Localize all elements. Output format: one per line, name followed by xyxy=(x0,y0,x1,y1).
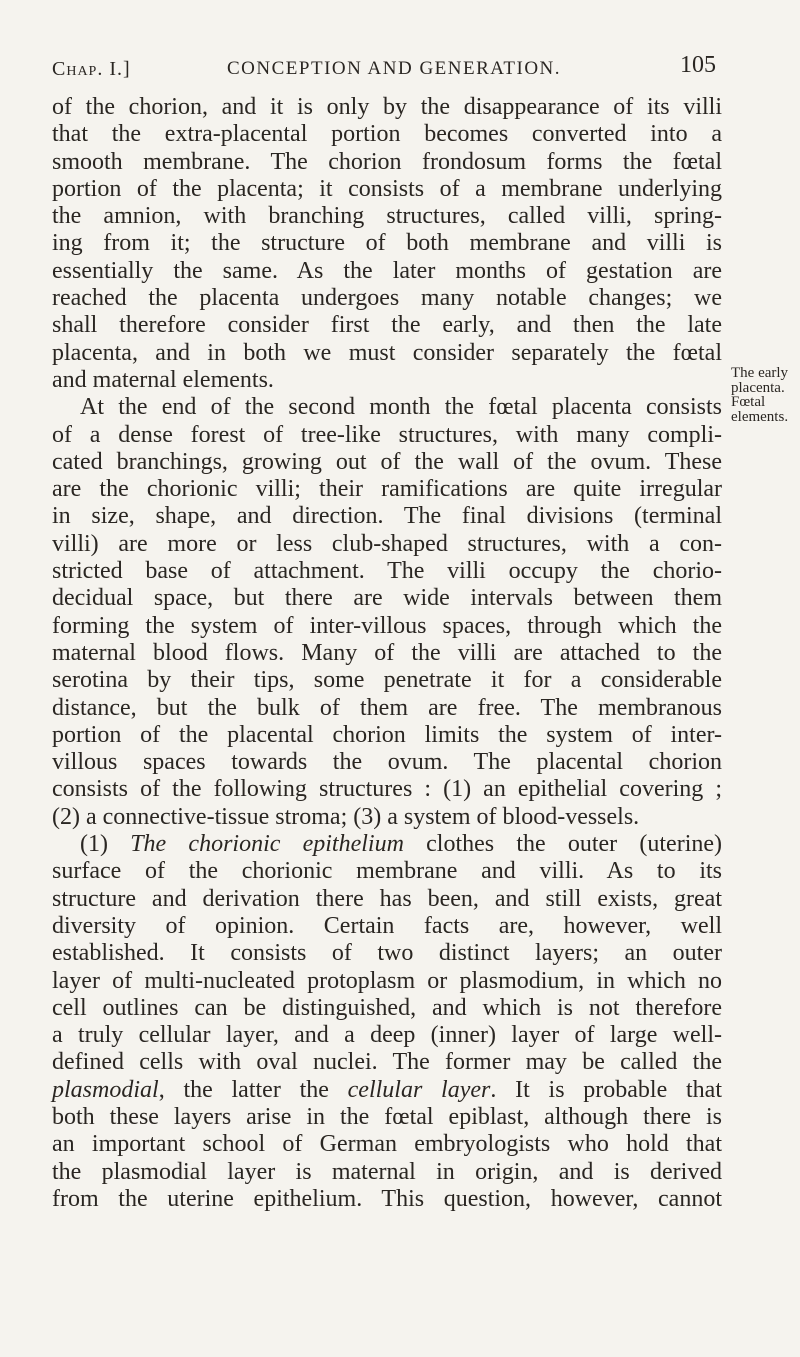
text-line: villous spaces towards the ovum. The placental chorion xyxy=(52,749,722,776)
text-line: and maternal elements. xyxy=(52,366,274,393)
paragraph-start-line: At the end of the second month the fœtal placenta consists xyxy=(80,394,722,421)
text-line: portion of the placenta; it consists of a membrane underlying xyxy=(52,175,722,202)
margin-note-line: The early xyxy=(731,365,789,381)
text-line: defined cells with oval nuclei. The former may be called the xyxy=(52,1049,722,1076)
text-line: surface of the chorionic membrane and villi. As to its xyxy=(52,858,722,885)
text-line: a truly cellular layer, and a deep (inner) layer of large well- xyxy=(52,1022,722,1049)
text-line: smooth membrane. The chorion frondosum forms the fœtal xyxy=(52,148,722,175)
text-line: consists of the following structures : (1) an epithelial covering ; xyxy=(52,776,722,803)
italic-term-plasmodial: plasmodial xyxy=(52,1076,159,1103)
body-text xyxy=(52,94,722,1213)
text-line: layer of multi-nucleated protoplasm or plasmodium, in which no xyxy=(52,967,722,994)
text-line: of a dense forest of tree-like structures, with many compli- xyxy=(52,421,722,448)
text-line: forming the system of inter-villous spaces, through which the xyxy=(52,612,722,639)
text-line: that the extra-placental portion becomes converted into a xyxy=(52,121,722,148)
running-header xyxy=(52,52,716,82)
text-line: in size, shape, and direction. The final divisions (terminal xyxy=(52,503,722,530)
text-line: (2) a connective-tissue stroma; (3) a system of blood-vessels. xyxy=(52,803,640,830)
chapter-label: Chap. I.] xyxy=(52,58,131,80)
text-line: diversity of opinion. Certain facts are, however, well xyxy=(52,912,722,939)
italic-term-cellular-layer: cellular layer xyxy=(347,1076,491,1103)
margin-note-line: elements. xyxy=(731,408,789,425)
text-line: plasmodial, the latter the cellular layer. It is probable that xyxy=(52,1076,722,1103)
text-line: both these layers arise in the fœtal epiblast, although there is xyxy=(52,1103,722,1130)
text-line: ing from it; the structure of both membrane and villi is xyxy=(52,230,722,257)
text-line: reached the placenta undergoes many notable changes; we xyxy=(52,285,722,312)
text-line: cell outlines can be distinguished, and which is not therefore xyxy=(52,994,722,1021)
text-line: cated branchings, growing out of the wall of the ovum. These xyxy=(52,448,722,475)
text-line: an important school of German embryologists who hold that xyxy=(52,1131,722,1158)
text-line: from the uterine epithelium. This question, however, cannot xyxy=(52,1185,722,1212)
text-line: essentially the same. As the later months of gestation are xyxy=(52,257,722,284)
text-line: maternal blood flows. Many of the villi are attached to the xyxy=(52,639,722,666)
text-line: portion of the placental chorion limits the system of inter- xyxy=(52,721,722,748)
text-line: villi) are more or less club-shaped structures, with a con- xyxy=(52,530,722,557)
text-line: established. It consists of two distinct layers; an outer xyxy=(52,940,722,967)
text-line: distance, but the bulk of them are free. The membranous xyxy=(52,694,722,721)
italic-term-chorionic-epithelium: The chorionic epithelium xyxy=(130,831,404,858)
text-line: stricted base of attachment. The villi occupy the chorio- xyxy=(52,558,722,585)
margin-note-line: placenta. xyxy=(731,379,785,396)
page-number: 105 xyxy=(680,52,716,78)
text-line: of the chorion, and it is only by the disappearance of its villi xyxy=(52,94,722,120)
text-line: the amnion, with branching structures, called villi, spring- xyxy=(52,203,722,230)
running-title: CONCEPTION AND GENERATION. xyxy=(227,58,562,79)
text-line: placenta, and in both we must consider separately the fœtal xyxy=(52,339,722,366)
text-line: structure and derivation there has been, and still exists, great xyxy=(52,885,722,912)
margin-note-line: Fœtal xyxy=(731,394,766,410)
text-line: decidual space, but there are wide intervals between them xyxy=(52,585,722,612)
text-line: the plasmodial layer is maternal in origin, and is derived xyxy=(52,1158,722,1185)
text-line: are the chorionic villi; their ramifications are quite irregular xyxy=(52,476,722,503)
text-line: shall therefore consider first the early, and then the late xyxy=(52,312,722,339)
paragraph-start-line: (1) The chorionic epithelium clothes the outer (uterine) xyxy=(80,831,723,858)
text-line: serotina by their tips, some penetrate it for a considerable xyxy=(52,667,722,694)
margin-note xyxy=(731,366,800,424)
